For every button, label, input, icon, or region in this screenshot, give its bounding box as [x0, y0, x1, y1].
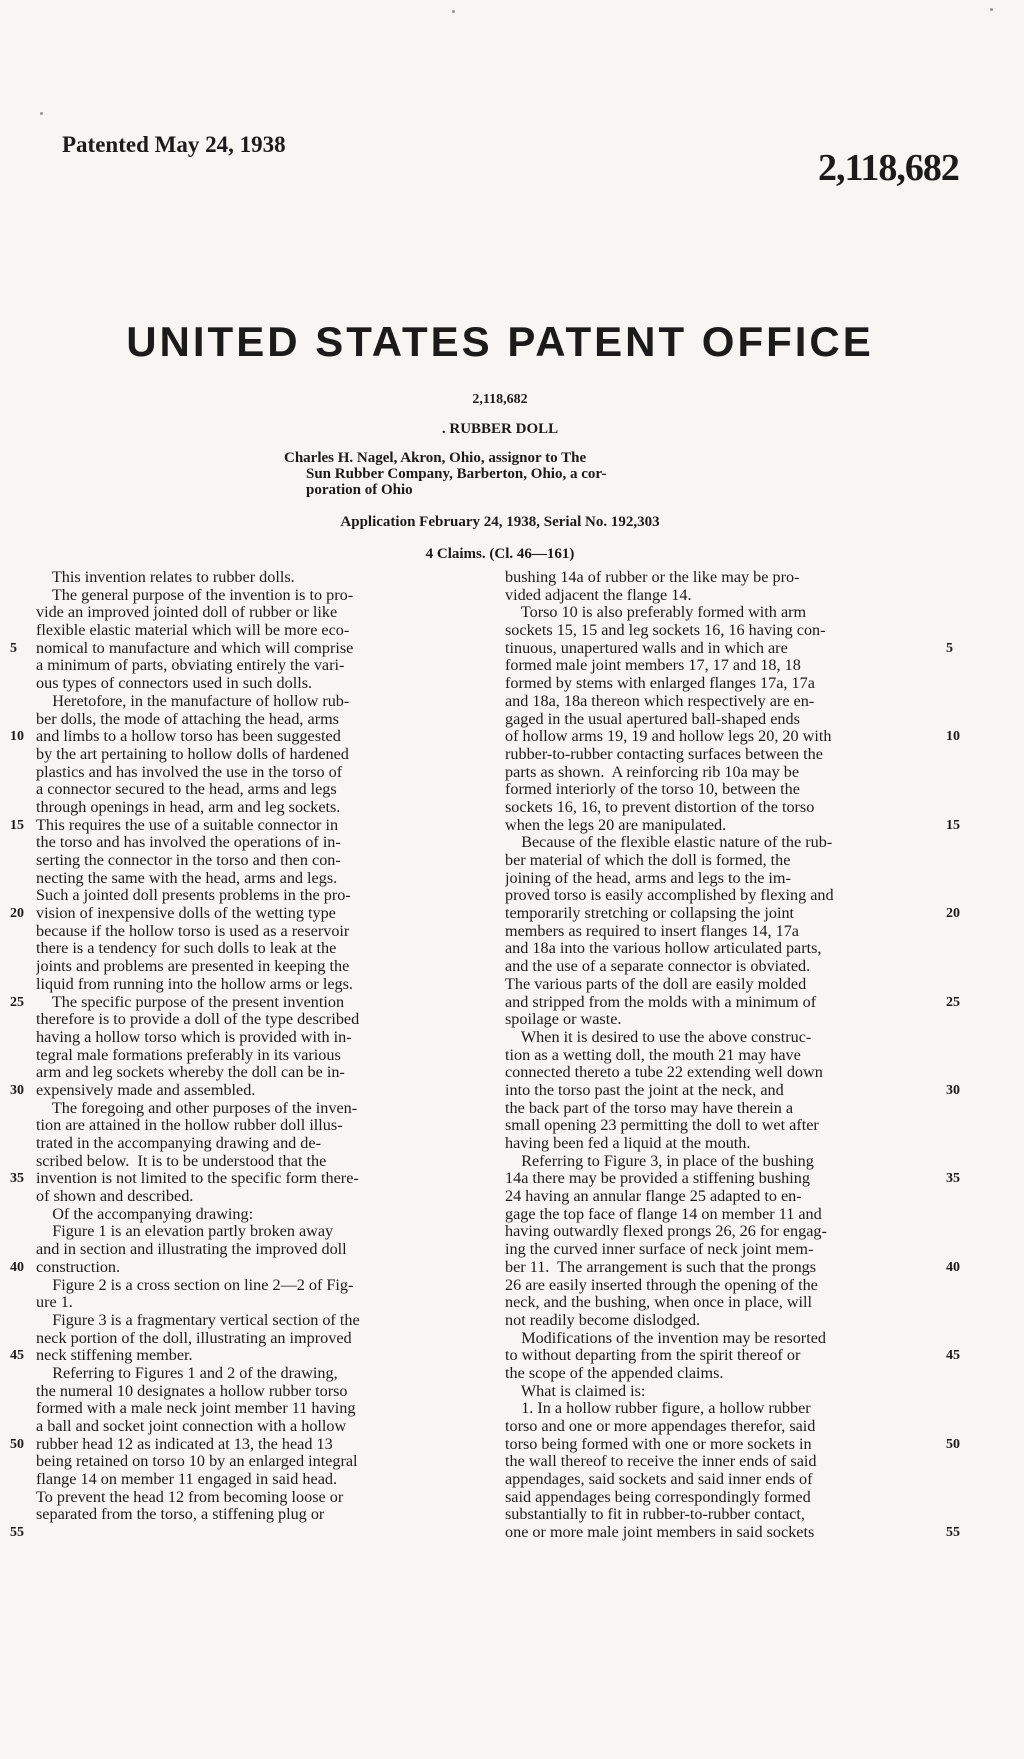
text-line: neck, and the bushing, when once in place, will: [505, 1294, 813, 1312]
text-line: and the use of a separate connector is obviated.: [505, 958, 811, 976]
text-line: plastics and has involved the use in the torso of: [36, 763, 343, 781]
text-line: Torso 10 is also preferably formed with arm: [505, 604, 807, 622]
text-line: the numeral 10 designates a hollow rubber torso: [36, 1382, 348, 1400]
line-number: 5: [10, 640, 17, 656]
text-line: and in section and illustrating the improved doll: [36, 1241, 347, 1259]
text-line: flange 14 on member 11 engaged in said head.: [36, 1471, 338, 1489]
text-line: ber material of which the doll is formed, the: [505, 852, 791, 869]
text-line: when the legs 20 are manipulated.: [505, 816, 727, 834]
text-line: invention is not limited to the specific form there-: [36, 1170, 359, 1188]
text-line: said appendages being correspondingly formed: [505, 1488, 811, 1506]
text-line: having outwardly flexed prongs 26, 26 for engag-: [505, 1223, 827, 1241]
text-line: tegral male formations preferably in its various: [36, 1046, 341, 1064]
line-number: 55: [946, 1525, 960, 1541]
text-line: To prevent the head 12 from becoming loose or: [36, 1488, 344, 1506]
inventor-block: [284, 450, 740, 498]
text-line: formed by stems with enlarged flanges 17a, 17a: [505, 675, 815, 693]
line-number: 25: [946, 994, 960, 1010]
text-line: into the torso past the joint at the neck, and: [505, 1081, 784, 1099]
claims-line: 4 Claims. (Cl. 46—161): [425, 546, 575, 562]
text-line: Such a jointed doll presents problems in the pro-: [36, 887, 351, 905]
text-line: by the art pertaining to hollow dolls of hardened: [36, 745, 349, 763]
text-line: neck portion of the doll, illustrating an improved: [36, 1329, 352, 1347]
text-line: formed male joint members 17, 17 and 18, 18: [505, 657, 801, 675]
text-line: a connector secured to the head, arms and legs: [36, 781, 337, 799]
text-line: gage the top face of flange 14 on member 11 and: [505, 1205, 822, 1223]
line-number: 50: [10, 1436, 24, 1452]
text-line: vided adjacent the flange 14.: [505, 586, 692, 604]
text-line: The general purpose of the invention is to pro-: [36, 586, 354, 604]
left-line-numbers: [10, 569, 34, 1542]
text-line: small opening 23 permitting the doll to wet after: [505, 1117, 819, 1135]
text-line: What is claimed is:: [505, 1382, 646, 1400]
text-line: 14a there may be provided a stiffening bushing: [505, 1170, 810, 1188]
text-line: scribed below. It is to be understood that the: [36, 1152, 327, 1170]
text-line: Of the accompanying drawing:: [36, 1205, 254, 1223]
text-line: Modifications of the invention may be resorted: [505, 1329, 826, 1347]
text-line: The specific purpose of the present invention: [36, 993, 345, 1011]
text-line: 24 having an annular flange 25 adapted to en-: [505, 1188, 802, 1206]
text-line: separated from the torso, a stiffening plug or: [36, 1506, 325, 1524]
line-number: 5: [946, 640, 953, 656]
line-number: 50: [946, 1436, 960, 1452]
text-line: connected thereto a tube 22 extending well down: [505, 1064, 823, 1082]
text-line: Referring to Figure 3, in place of the bushing: [505, 1152, 814, 1170]
text-line: because if the hollow torso is used as a reservoir: [36, 922, 350, 940]
text-line: ing the curved inner surface of neck joint mem-: [505, 1241, 814, 1259]
line-number: 15: [946, 817, 960, 833]
text-line: construction.: [36, 1258, 121, 1276]
right-column: [505, 569, 967, 1542]
text-line: gaged in the usual apertured ball-shaped ends: [505, 710, 800, 728]
line-number: 35: [946, 1171, 960, 1187]
text-line: This invention relates to rubber dolls.: [36, 569, 295, 586]
text-line: having been fed a liquid at the mouth.: [505, 1135, 751, 1152]
text-line: through openings in head, arm and leg sockets.: [36, 798, 341, 816]
text-line: spoilage or waste.: [505, 1011, 622, 1029]
text-line: When it is desired to use the above construc-: [505, 1028, 812, 1046]
text-line: temporarily stretching or collapsing the joint: [505, 905, 795, 923]
right-line-numbers: [946, 569, 976, 1542]
text-line: the scope of the appended claims.: [505, 1364, 724, 1382]
text-line: torso being formed with one or more sockets in: [505, 1435, 812, 1453]
line-number: 45: [946, 1348, 960, 1364]
line-number: 20: [10, 906, 24, 922]
text-line: to without departing from the spirit thereof or: [505, 1347, 801, 1365]
text-line: not readily become dislodged.: [505, 1311, 701, 1329]
text-line: ous types of connectors used in such dolls.: [36, 675, 313, 693]
text-line: 26 are easily inserted through the opening of the: [505, 1276, 818, 1294]
text-line: neck stiffening member.: [36, 1347, 193, 1365]
text-line: Figure 1 is an elevation partly broken away: [36, 1223, 334, 1241]
text-line: and 18a into the various hollow articulated parts,: [505, 940, 822, 958]
line-number: 45: [10, 1348, 24, 1364]
text-line: joints and problems are presented in keeping the: [36, 958, 350, 976]
patented-date: Patented May 24, 1938: [62, 132, 286, 157]
text-line: joining of the head, arms and legs to the im-: [505, 869, 791, 887]
text-line: rubber-to-rubber contacting surfaces between the: [505, 745, 823, 763]
text-line: being retained on torso 10 by an enlarged integral: [36, 1453, 358, 1471]
text-line: substantially to fit in rubber-to-rubber contact,: [505, 1506, 805, 1524]
text-line: a ball and socket joint connection with a hollow: [36, 1418, 347, 1435]
text-line: ber dolls, the mode of attaching the head, arms: [36, 710, 339, 728]
patent-number-small: 2,118,682: [472, 392, 528, 407]
text-line: necting the same with the head, arms and legs.: [36, 869, 338, 887]
text-line: tinuous, unapertured walls and in which are: [505, 639, 788, 657]
text-line: flexible elastic material which will be more eco-: [36, 622, 350, 640]
application-line: Application February 24, 1938, Serial No. 192,303: [340, 514, 660, 530]
text-line: and 18a, 18a thereon which respectively are en-: [505, 692, 815, 710]
line-number: 40: [10, 1259, 24, 1275]
text-line: expensively made and assembled.: [36, 1081, 256, 1099]
text-line: trated in the accompanying drawing and de-: [36, 1135, 321, 1152]
text-line: formed interiorly of the torso 10, between the: [505, 781, 800, 799]
text-line: torso and one or more appendages therefor, said: [505, 1418, 816, 1435]
text-line: there is a tendency for such dolls to leak at the: [36, 940, 337, 958]
line-number: 10: [10, 729, 24, 745]
line-number: 55: [10, 1525, 24, 1541]
text-line: Referring to Figures 1 and 2 of the drawing,: [36, 1364, 338, 1382]
text-line: parts as shown. A reinforcing rib 10a may be: [505, 763, 800, 781]
patent-number: 2,118,682: [818, 147, 959, 189]
text-line: liquid from running into the hollow arms or legs.: [36, 975, 353, 993]
text-line: The foregoing and other purposes of the inven-: [36, 1099, 358, 1117]
line-number: 10: [946, 729, 960, 745]
patent-title: . RUBBER DOLL: [441, 421, 559, 437]
text-line: having a hollow torso which is provided with in-: [36, 1028, 352, 1046]
line-number: 20: [946, 906, 960, 922]
text-line: Heretofore, in the manufacture of hollow rub-: [36, 692, 350, 710]
text-line: the wall thereof to receive the inner ends of said: [505, 1453, 817, 1471]
text-line: This requires the use of a suitable connector in: [36, 816, 339, 834]
text-line: vide an improved jointed doll of rubber or like: [36, 604, 338, 622]
scan-speck: [452, 10, 455, 13]
text-line: formed with a male neck joint member 11 having: [36, 1400, 356, 1418]
text-line: Because of the flexible elastic nature of the rub-: [505, 834, 833, 852]
inventor-line: Sun Rubber Company, Barberton, Ohio, a cor-: [306, 466, 607, 482]
inventor-line: Charles H. Nagel, Akron, Ohio, assignor to The: [284, 450, 587, 466]
text-line: the torso and has involved the operations of in-: [36, 834, 341, 852]
text-line: sockets 16, 16, to prevent distortion of the torso: [505, 798, 815, 816]
text-line: appendages, said sockets and said inner ends of: [505, 1471, 813, 1489]
text-line: and limbs to a hollow torso has been suggested: [36, 728, 341, 746]
text-line: of shown and described.: [36, 1188, 194, 1206]
office-heading: UNITED STATES PATENT OFFICE: [126, 318, 874, 365]
text-line: ure 1.: [36, 1294, 73, 1312]
text-line: sockets 15, 15 and leg sockets 16, 16 having con-: [505, 622, 826, 640]
text-line: tion are attained in the hollow rubber doll illus-: [36, 1117, 343, 1135]
text-line: of hollow arms 19, 19 and hollow legs 20, 20 with: [505, 728, 832, 746]
text-line: arm and leg sockets whereby the doll can be in-: [36, 1064, 345, 1082]
text-line: bushing 14a of rubber or the like may be pro-: [505, 569, 800, 586]
line-number: 30: [10, 1082, 24, 1098]
left-column: [36, 569, 498, 1524]
text-line: and stripped from the molds with a minimum of: [505, 993, 817, 1011]
scan-speck: [990, 8, 993, 11]
text-line: ber 11. The arrangement is such that the prongs: [505, 1258, 817, 1276]
line-number: 35: [10, 1171, 24, 1187]
text-line: the back part of the torso may have therein a: [505, 1099, 794, 1117]
text-line: rubber head 12 as indicated at 13, the head 13: [36, 1435, 333, 1453]
line-number: 15: [10, 817, 24, 833]
text-line: The various parts of the doll are easily molded: [505, 975, 807, 993]
text-line: vision of inexpensive dolls of the wetting type: [36, 905, 336, 923]
text-line: a minimum of parts, obviating entirely the vari-: [36, 657, 345, 675]
inventor-line: poration of Ohio: [306, 482, 413, 498]
text-line: Figure 2 is a cross section on line 2—2 of Fig-: [36, 1276, 354, 1294]
text-line: one or more male joint members in said sockets: [505, 1524, 815, 1542]
text-line: proved torso is easily accomplished by flexing and: [505, 887, 834, 905]
scan-speck: [40, 112, 43, 115]
line-number: 40: [946, 1259, 960, 1275]
line-number: 25: [10, 994, 24, 1010]
line-number: 30: [946, 1082, 960, 1098]
text-line: nomical to manufacture and which will comprise: [36, 639, 354, 657]
text-line: serting the connector in the torso and then con-: [36, 852, 341, 869]
text-line: Figure 3 is a fragmentary vertical section of the: [36, 1311, 360, 1329]
text-line: therefore is to provide a doll of the type described: [36, 1011, 360, 1029]
text-line: members as required to insert flanges 14, 17a: [505, 922, 799, 940]
text-line: tion as a wetting doll, the mouth 21 may have: [505, 1046, 801, 1064]
text-line: 1. In a hollow rubber figure, a hollow rubber: [505, 1400, 811, 1418]
